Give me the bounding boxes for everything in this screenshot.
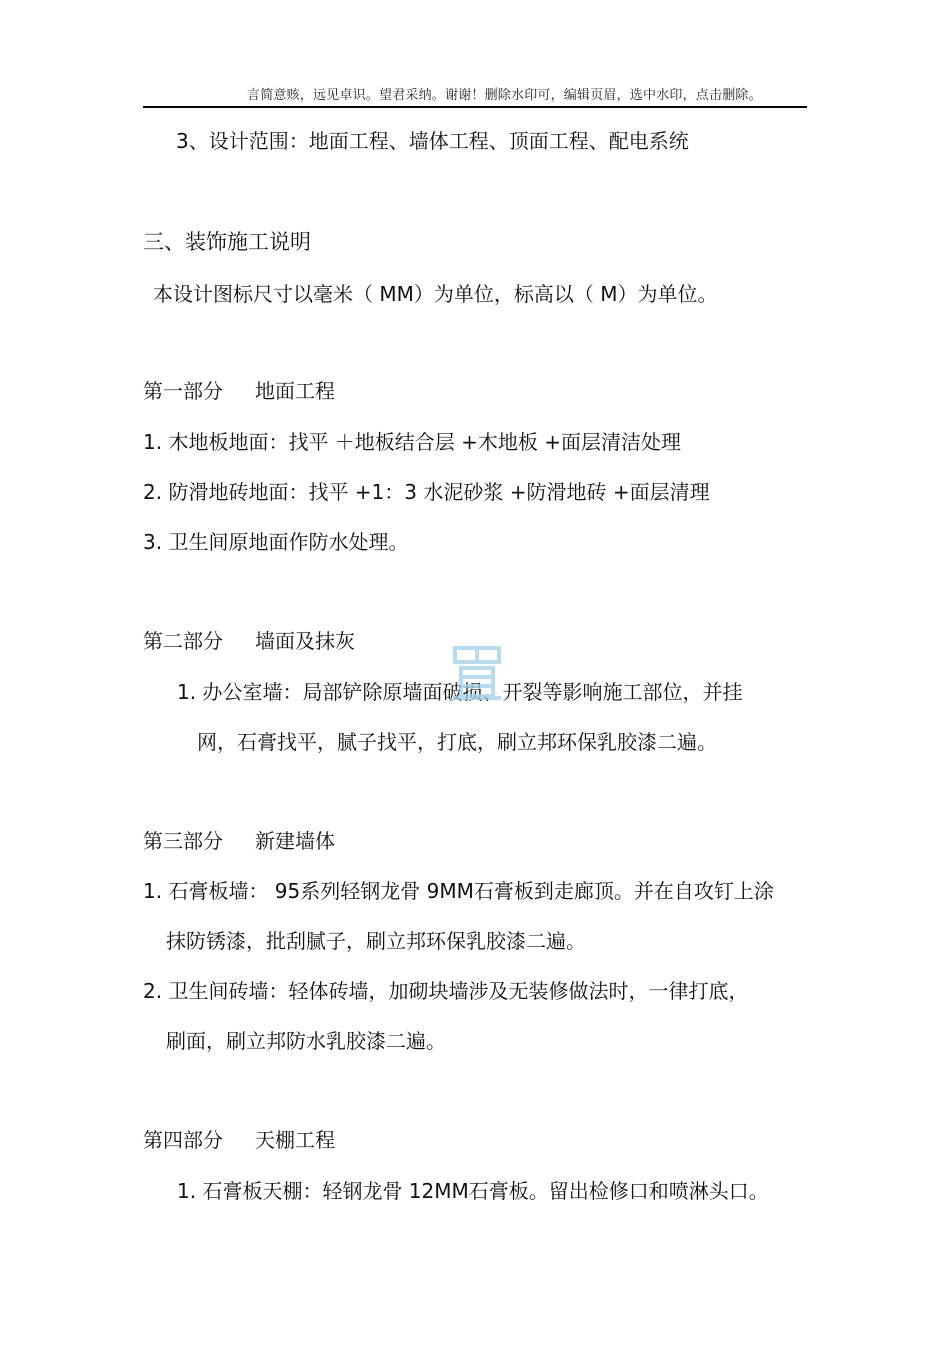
part4-item-1: 1. 石膏板天棚：轻钢龙骨 12MM石膏板。留出检修口和喷淋头口。 bbox=[177, 1179, 769, 1203]
header-watermark-note: 言简意赅，远见卓识。望君采纳。谢谢！删除水印可，编辑页眉，选中水印，点击删除。 bbox=[247, 88, 762, 103]
part2-item-1-line-2: 网，石膏找平，腻子找平，打底，刷立邦环保乳胶漆二遍。 bbox=[197, 730, 717, 754]
part1-name: 地面工程 bbox=[255, 379, 335, 403]
part3-item-2-line-2: 刷面，刷立邦防水乳胶漆二遍。 bbox=[166, 1029, 446, 1053]
part1-item-1: 1. 木地板地面：找平 ＋地板结合层 +木地板 +面层清洁处理 bbox=[143, 430, 682, 454]
part1-label: 第一部分 bbox=[143, 379, 223, 403]
part1-item-2: 2. 防滑地砖地面：找平 +1：3 水泥砂浆 +防滑地砖 +面层清理 bbox=[143, 480, 710, 504]
part3-item-1-line-2: 抹防锈漆，批刮腻子，刷立邦环保乳胶漆二遍。 bbox=[166, 929, 586, 953]
section-intro-text: 本设计图标尺寸以毫米（ MM）为单位，标高以（ M）为单位。 bbox=[153, 282, 718, 306]
part1-item-3: 3. 卫生间原地面作防水处理。 bbox=[143, 530, 409, 554]
header-divider bbox=[143, 106, 807, 108]
part3-label: 第三部分 bbox=[143, 829, 223, 853]
part4-heading bbox=[143, 1127, 335, 1153]
part1-heading bbox=[143, 378, 335, 404]
part2-item-1-line-1: 1. 办公室墙：局部铲除原墙面破损、开裂等影响施工部位，并挂 bbox=[177, 680, 743, 704]
part4-name: 天棚工程 bbox=[255, 1128, 335, 1152]
design-scope-text: 3、设计范围：地面工程、墙体工程、顶面工程、配电系统 bbox=[176, 129, 689, 153]
part2-label: 第二部分 bbox=[143, 629, 223, 653]
part4-label: 第四部分 bbox=[143, 1128, 223, 1152]
part3-item-2-line-1: 2. 卫生间砖墙：轻体砖墙，加砌块墙涉及无装修做法时，一律打底， bbox=[143, 979, 749, 1003]
part2-heading bbox=[143, 628, 355, 654]
part2-name: 墙面及抹灰 bbox=[255, 629, 355, 653]
part3-heading bbox=[143, 828, 335, 854]
part3-name: 新建墙体 bbox=[255, 829, 335, 853]
part3-item-1-line-1: 1. 石膏板墙： 95系列轻钢龙骨 9MM石膏板到走廊顶。并在自攻钉上涂 bbox=[143, 879, 774, 903]
watermark-logo-icon bbox=[451, 644, 503, 702]
section-title-construction: 三、装饰施工说明 bbox=[143, 230, 311, 254]
